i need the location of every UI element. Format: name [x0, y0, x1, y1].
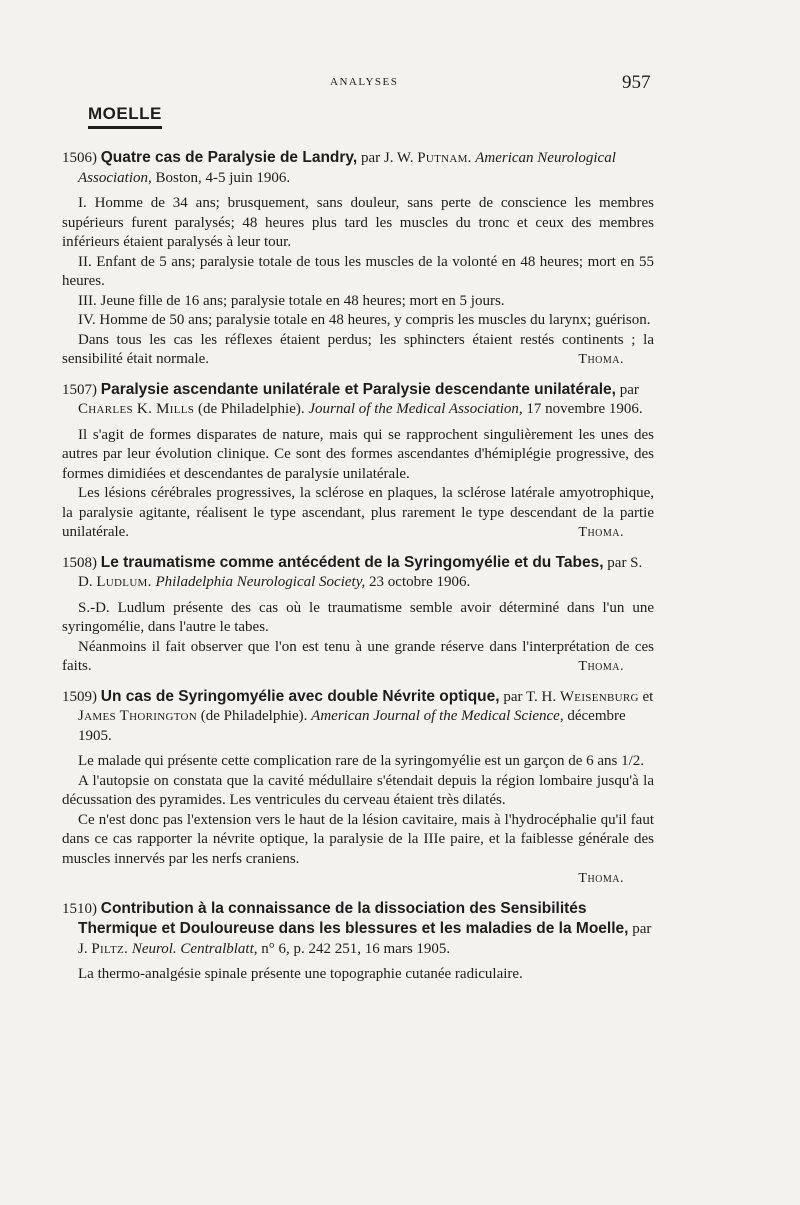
entry-number: 1509) — [62, 688, 97, 705]
citation-text: par J. — [78, 921, 652, 957]
paragraph-with-signature — [62, 638, 654, 677]
paragraph: III. Jeune fille de 16 ans; paralysie totale en 48 heures; mort en 5 jours. — [78, 292, 505, 309]
signature: Thoma. — [578, 525, 624, 540]
author-name: Ludlum. — [96, 574, 152, 590]
author-name: James Thorington — [78, 708, 198, 724]
paragraph-with-signature — [62, 484, 654, 543]
paragraph: II. Enfant de 5 ans; paralysie totale de tous les muscles de la volonté en 48 heures; mort en 55 heures. — [62, 253, 654, 289]
abstract-entry-1508 — [62, 553, 654, 677]
paragraph: Le malade qui présente cette complication rare de la syringomyélie est un garçon de 6 ans 1/2. — [78, 753, 645, 769]
citation-date: Boston, 4-5 juin 1906. — [151, 169, 291, 186]
paragraph-text: Néanmoins il fait observer que l'on est tenu à une grande réserve dans l'interprétation de ces faits. — [62, 638, 654, 674]
citation-text: (de Philadelphie). — [194, 401, 309, 417]
citation-date: n° 6, p. 242 251, 16 mars 1905. — [257, 940, 451, 957]
signature: Thoma. — [578, 871, 624, 886]
section-title: MOELLE — [88, 104, 162, 129]
citation-text: et — [638, 688, 654, 705]
entry-heading — [62, 148, 654, 188]
citation-date: décembre 1905. — [78, 708, 626, 744]
entry-number: 1508) — [62, 554, 97, 571]
journal-name: Neurol. Centralblatt, — [128, 940, 258, 957]
entry-heading — [62, 899, 654, 960]
journal-name: American Neurological Association, — [78, 150, 616, 186]
paragraph: S.-D. Ludlum présente des cas où le traumatisme semble avoir déterminé dans l'un une syringomélie, dans l'autre le tabes. — [62, 599, 654, 635]
entry-number: 1510) — [62, 900, 97, 917]
signature: Thoma. — [578, 659, 624, 674]
running-head-title: ANALYSES — [330, 76, 399, 88]
entry-title: Le traumatisme comme antécédent de la Syringomyélie et du Tabes, — [100, 553, 604, 571]
paragraph-text: Dans tous les cas les réflexes étaient perdus; les sphincters étaient restés continents ; la sensibilité était normale. — [62, 331, 654, 367]
entry-heading — [62, 687, 654, 747]
paragraph: Ce n'est donc pas l'extension vers le haut de la lésion cavitaire, mais à l'hydrocéphalie qu'il faut dans ce cas rapporter la névrite optique, la paralysie de la IIIe paire, et la faiblesse générale des muscles innervés par les nerfs craniens. — [62, 811, 654, 867]
entry-title: Un cas de Syringomyélie avec double Névrite optique, — [100, 687, 500, 705]
paragraph: Il s'agit de formes disparates de nature, mais qui se rapprochent singulièrement les unes des autres par leur évolution clinique. Ce sont des formes ascendantes d'hémiplégie progressive, des formes dimidiées et descendantes de paralysie unilatérale. — [62, 426, 654, 482]
running-head — [0, 72, 800, 94]
citation-date: 17 novembre 1906. — [522, 401, 643, 417]
abstract-entry-1509 — [62, 687, 654, 889]
citation-date: 23 octobre 1906. — [365, 574, 471, 590]
citation-text: par J. W. — [357, 150, 418, 166]
author-name: Putnam. — [417, 150, 472, 166]
citation-text: par — [615, 381, 639, 398]
citation-text: par S. D. — [78, 554, 643, 590]
entry-title: Quatre cas de Paralysie de Landry, — [100, 149, 358, 166]
author-name: Piltz. — [91, 940, 129, 957]
journal-name: American Journal of the Medical Science, — [311, 708, 564, 724]
journal-name: Journal of the Medical Association, — [308, 401, 523, 417]
entry-number: 1506) — [62, 150, 97, 166]
paragraph: A l'autopsie on constata que la cavité médullaire s'étendait depuis la région lombaire jusqu'à la décussation des pyramides. Les ventricules du cerveau étaient très dilatés. — [62, 772, 654, 808]
journal-name: Philadelphia Neurological Society, — [151, 574, 366, 590]
author-name: Charles K. Mills — [78, 401, 195, 417]
signature: Thoma. — [578, 352, 624, 367]
entry-heading — [62, 380, 654, 420]
abstract-entry-1506 — [62, 148, 654, 370]
paragraph-with-signature — [62, 331, 654, 370]
abstract-entry-1510 — [62, 899, 654, 985]
abstracts-body — [62, 148, 654, 995]
paragraph-text: Les lésions cérébrales progressives, la sclérose en plaques, la sclérose latérale amyotrophique, la paralysie agitante, réalisent le type ascendant, plus rarement le type descendant de la partie unilatérale. — [62, 485, 654, 540]
entry-number: 1507) — [62, 381, 97, 398]
page-number: 957 — [622, 72, 651, 93]
citation-text: (de Philadelphie). — [197, 708, 312, 724]
citation-text: par T. H. — [499, 688, 560, 705]
entry-heading — [62, 553, 654, 593]
entry-title: Paralysie ascendante unilatérale et Paralysie descendante unilatérale, — [100, 380, 616, 398]
abstract-entry-1507 — [62, 380, 654, 543]
paragraph: I. Homme de 34 ans; brusquement, sans douleur, sans perte de conscience les membres supérieurs furent paralysés; 48 heures plus tard les muscles du tronc et ceux des membres inférieurs étaient paralysés à leur tour. — [62, 195, 654, 250]
paragraph: La thermo-analgésie spinale présente une topographie cutanée radiculaire. — [78, 966, 523, 982]
paragraph: IV. Homme de 50 ans; paralysie totale en 48 heures, y compris les muscles du larynx; guérison. — [78, 312, 651, 328]
author-name: Weisenburg — [559, 688, 639, 705]
entry-title: Contribution à la connaissance de la dissociation des Sensibilités Thermique et Douloureuse dans les blessures et les maladies de la Moelle, — [78, 899, 629, 937]
